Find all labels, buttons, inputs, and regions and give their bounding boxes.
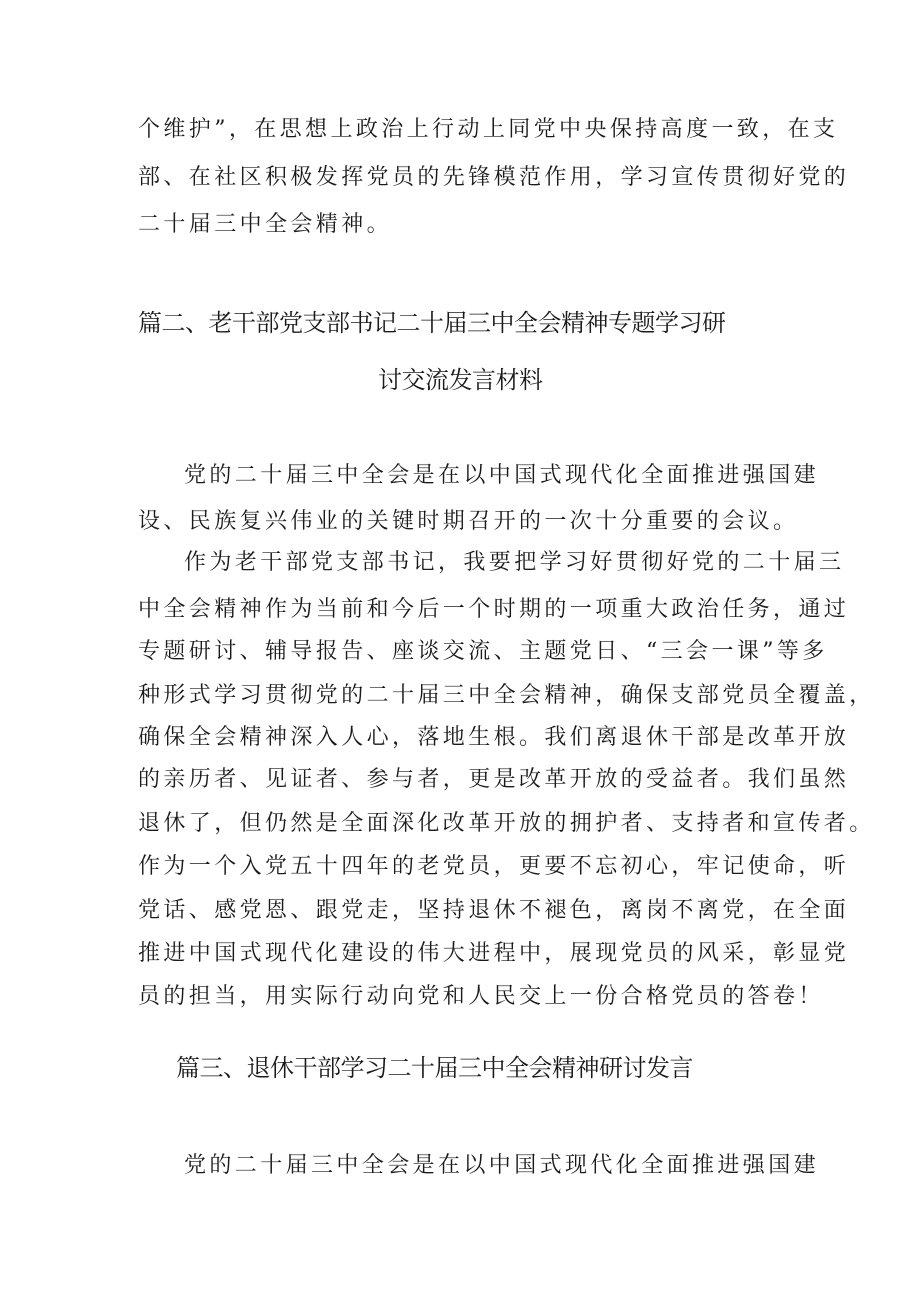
text-line: 作为一个入党五十四年的老党员，更要不忘初心，牢记使命，听 bbox=[138, 854, 850, 879]
text-line: 确保全会精神深入人心，落地生根。我们离退休干部是改革开放 bbox=[138, 725, 850, 750]
text-line: 党的二十届三中全会是在以中国式现代化全面推进强国建 bbox=[184, 1153, 820, 1178]
text-line: 部、在社区积极发挥党员的先锋模范作用，学习宣传贯彻好党的 bbox=[138, 165, 850, 190]
section-2-title-line-2: 讨交流发言材料 bbox=[378, 366, 543, 394]
text-line: 二十届三中全会精神。 bbox=[138, 212, 393, 237]
text-line: 员的担当，用实际行动向党和人民交上一份合格党员的答卷！ bbox=[138, 984, 824, 1009]
text-line: 推进中国式现代化建设的伟大进程中，展现党员的风采，彰显党 bbox=[138, 941, 850, 966]
text-line: 设、民族复兴伟业的关键时期召开的一次十分重要的会议。 bbox=[138, 509, 799, 534]
section-2-title-line-1: 篇二、老干部党支部书记二十届三中全会精神专题学习研 bbox=[138, 309, 726, 337]
text-line: 专题研讨、辅导报告、座谈交流、主题党日、“三会一课”等多 bbox=[138, 639, 828, 664]
section-3-title: 篇三、退休干部学习二十届三中全会精神研讨发言 bbox=[176, 1054, 693, 1082]
text-line: 中全会精神作为当前和今后一个时期的一项重大政治任务，通过 bbox=[138, 597, 850, 622]
text-line: 种形式学习贯彻党的二十届三中全会精神，确保支部党员全覆盖， bbox=[138, 683, 875, 708]
text-line: 党话、感党恩、跟党走，坚持退休不褪色，离岗不离党，在全面 bbox=[138, 898, 850, 923]
text-line: 退休了，但仍然是全面深化改革开放的拥护者、支持者和宣传者。 bbox=[138, 811, 875, 836]
text-line: 的亲历者、见证者、参与者，更是改革开放的受益者。我们虽然 bbox=[138, 767, 850, 792]
text-line: 个维护”，在思想上政治上行动上同党中央保持高度一致，在支 bbox=[138, 117, 839, 142]
text-line: 党的二十届三中全会是在以中国式现代化全面推进强国建 bbox=[184, 463, 820, 488]
text-line: 作为老干部党支部书记，我要把学习好贯彻好党的二十届三 bbox=[184, 550, 845, 575]
